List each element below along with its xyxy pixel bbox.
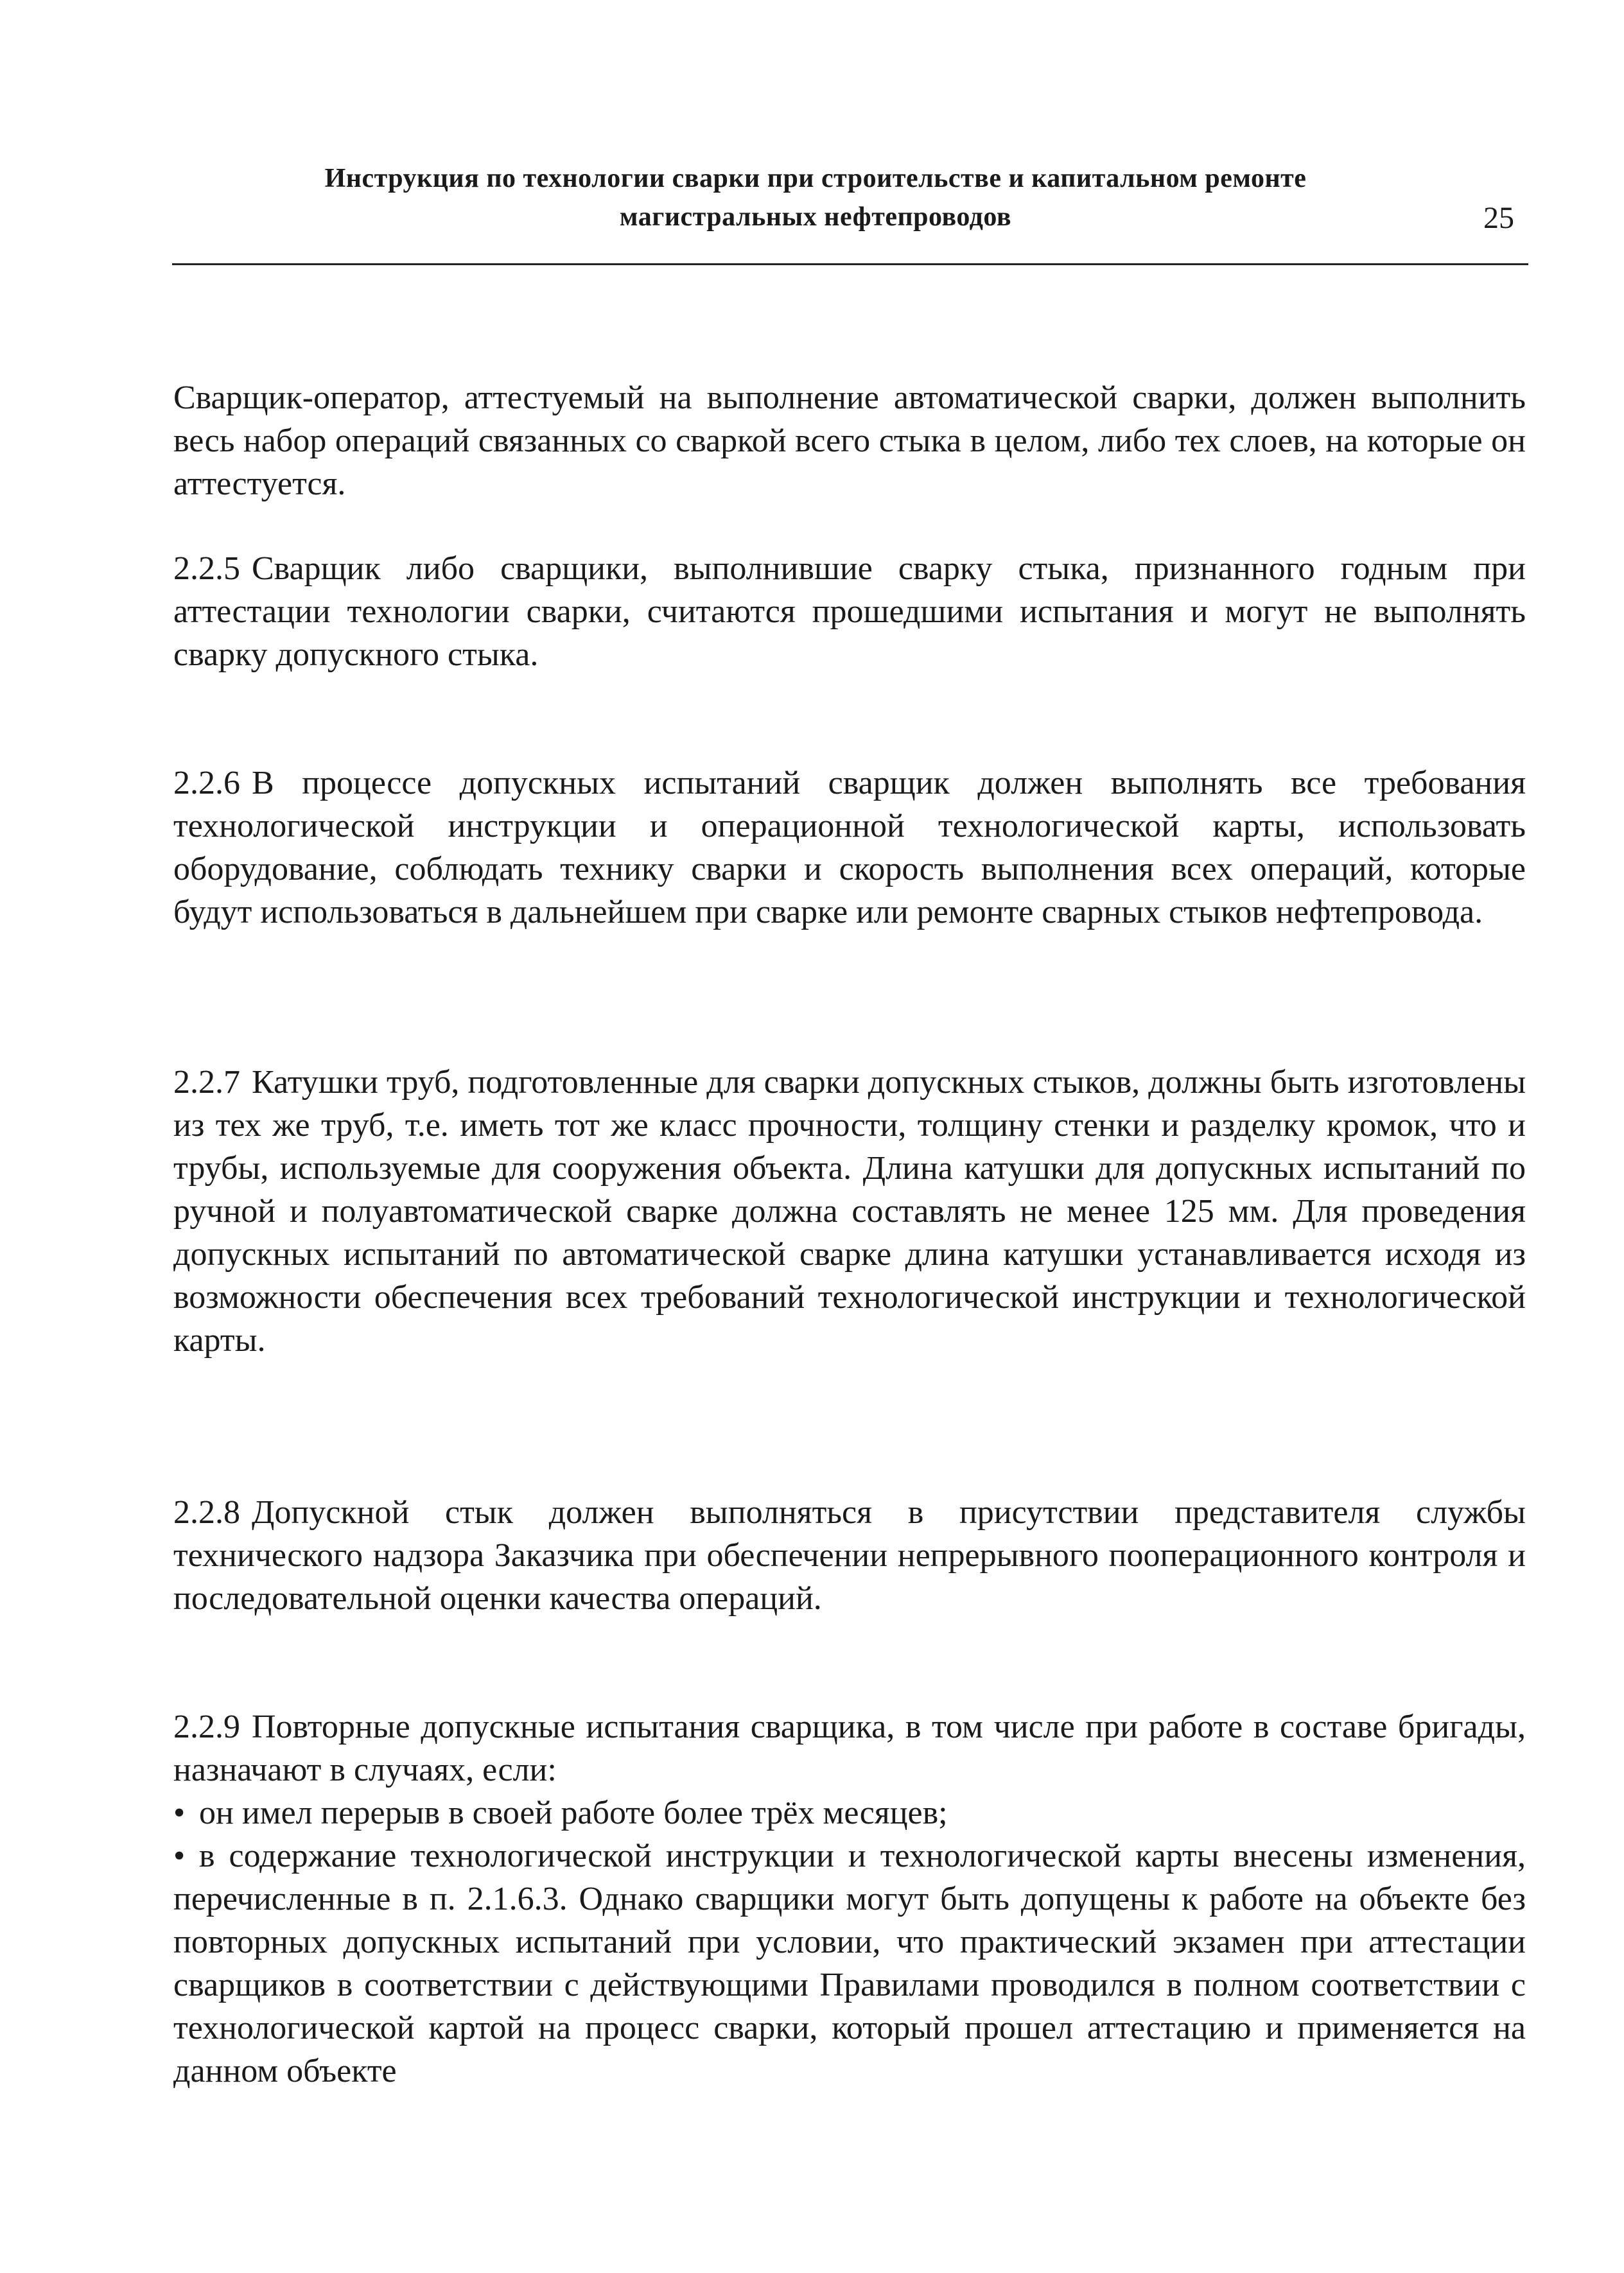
bullet-icon: • xyxy=(173,1838,186,1874)
clause-number: 2.2.9 xyxy=(173,1709,240,1745)
header-title-line2: магистральных нефтепроводов xyxy=(619,202,1012,232)
list-item-text: в содержание технологической инструкции и технологической карты внесены изменения, перечисленные в п. 2.1.6.3. Однако сварщики могут быть допущены к работе на объекте без повторных допускных испытаний при условии, что практический экзамен при аттестации сварщиков в соответствии с действующими Правилами проводился в полном соответствии с технологической картой на процесс сварки, который прошел аттестацию и применяется на данном объекте xyxy=(173,1838,1526,2089)
paragraph-2-2-6 xyxy=(173,762,1526,934)
bullet-icon: • xyxy=(173,1795,186,1831)
paragraph-2-2-8 xyxy=(173,1491,1526,1620)
list-item xyxy=(173,1834,1526,2093)
clause-number: 2.2.7 xyxy=(173,1064,240,1101)
clause-text: Допускной стык должен выполняться в присутствии представителя службы технического надзора Заказчика при обеспечении непрерывного пооперационного контроля и последовательной оценки качества операций. xyxy=(173,1494,1526,1617)
paragraph-2-2-9 xyxy=(173,1705,1526,2093)
clause-number: 2.2.6 xyxy=(173,765,240,801)
running-header xyxy=(218,159,1413,236)
paragraph-2-2-7 xyxy=(173,1061,1526,1362)
clause-number: 2.2.8 xyxy=(173,1494,240,1531)
page-number: 25 xyxy=(1483,201,1514,235)
clause-intro xyxy=(173,1705,1526,1791)
clause-text: Сварщик либо сварщики, выполнившие сварку стыка, признанного годным при аттестации технологии сварки, считаются прошедшими испытания и могут не выполнять сварку допускного стыка. xyxy=(173,550,1526,673)
clause-number: 2.2.5 xyxy=(173,550,240,587)
list-item xyxy=(173,1791,1526,1834)
clause-text: Повторные допускные испытания сварщика, в том числе при работе в составе бригады, назначают в случаях, если: xyxy=(173,1709,1526,1788)
header-title-line1: Инструкция по технологии сварки при строительстве и капитальном ремонте xyxy=(324,164,1307,193)
header-divider xyxy=(172,263,1528,265)
clause-text: Катушки труб, подготовленные для сварки допускных стыков, должны быть изготовлены из тех же труб, т.е. иметь тот же класс прочности, толщину стенки и разделку кромок, что и трубы, используемые для сооружения объекта. Длина катушки для допускных испытаний по ручной и полуавтоматической сварке должна составлять не менее 125 мм. Для проведения допускных испытаний по автоматической сварке длина катушки устанавливается исходя из возможности обеспечения всех требований технологической инструкции и технологической карты. xyxy=(173,1064,1526,1359)
clause-text: В процессе допускных испытаний сварщик должен выполнять все требования технологической инструкции и операционной технологической карты, использовать оборудование, соблюдать технику сварки и скорость выполнения всех операций, которые будут использоваться в дальнейшем при сварке или ремонте сварных стыков нефтепровода. xyxy=(173,765,1526,930)
paragraph-welder-operator: Сварщик-оператор, аттестуемый на выполнение автоматической сварки, должен выполнить весь набор операций связанных со сваркой всего стыка в целом, либо тех слоев, на которые он аттестуется. xyxy=(173,379,1526,502)
list-item-text: он имел перерыв в своей работе более трёх месяцев; xyxy=(199,1795,948,1831)
paragraph-2-2-5 xyxy=(173,547,1526,676)
